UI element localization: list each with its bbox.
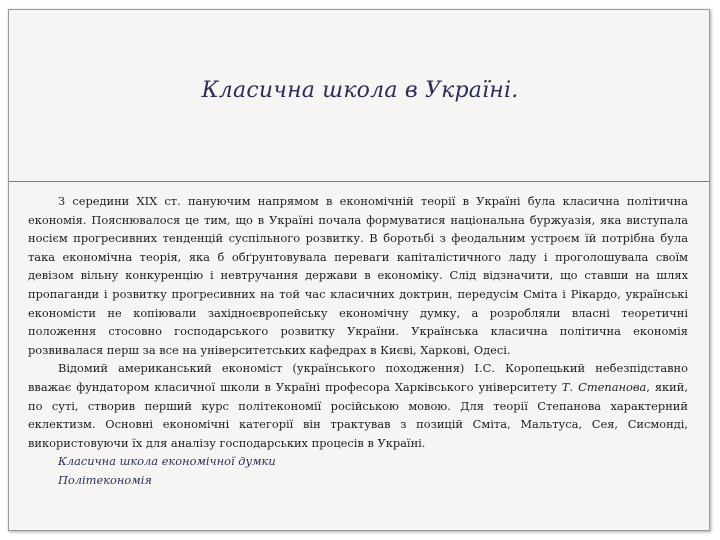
paragraph-2-start: Відомий американський економіст (українського походження) І.С. Коропецький небезпідставно вважає фундатором класичної школи в Україні професора Харківського університету	[28, 361, 688, 394]
paragraph-2-end: , який, по суті, створив перший курс політекономії російською мовою. Для теорії Степанова характерний еклектизм. Основні економічні категорії він трактував з позицій Сміта, Мальтуса, Сея, Сисмонді, використовуючи їх для аналізу господарських процесів в Україні.	[28, 379, 688, 450]
link-classical-school[interactable]: Класична школа економічної думки	[58, 454, 276, 469]
paragraph-2-name: Т. Степанова	[561, 379, 647, 394]
link-political-economy[interactable]: Політекономія	[58, 472, 152, 487]
body-text	[28, 192, 688, 490]
paragraph-1: З середини XIX ст. пануючим напрямом в економічній теорії в Україні була класична політична економія. Пояснювалося це тим, що в Україні почала формуватися національна буржуазія, яка виступала носієм прогресивних тенденцій суспільного розвитку. В боротьбі з феодальним устроєм їй потрібна була така економічна теорія, яка б обґрунтовувала переваги капіталістичного ладу і проголошувала своїм девізом вільну конкуренцію і невтручання держави в економіку. Слід відзначити, що ставши на шлях пропаганди і розвитку прогресивних на той час класичних доктрин, передусім Сміта і Рікардо, українські економісти не копіювали західноєвропейську економічну думку, а розробляли власні теоретичні положення стосовно господарського розвитку України. Українська класична політична економія розвивалася перш за все на університетських кафедрах в Києві, Харкові, Одесі.	[28, 194, 688, 357]
slide-title: Класична школа в Україні.	[201, 78, 519, 103]
paragraph-2	[28, 359, 688, 452]
divider-line	[9, 181, 709, 182]
